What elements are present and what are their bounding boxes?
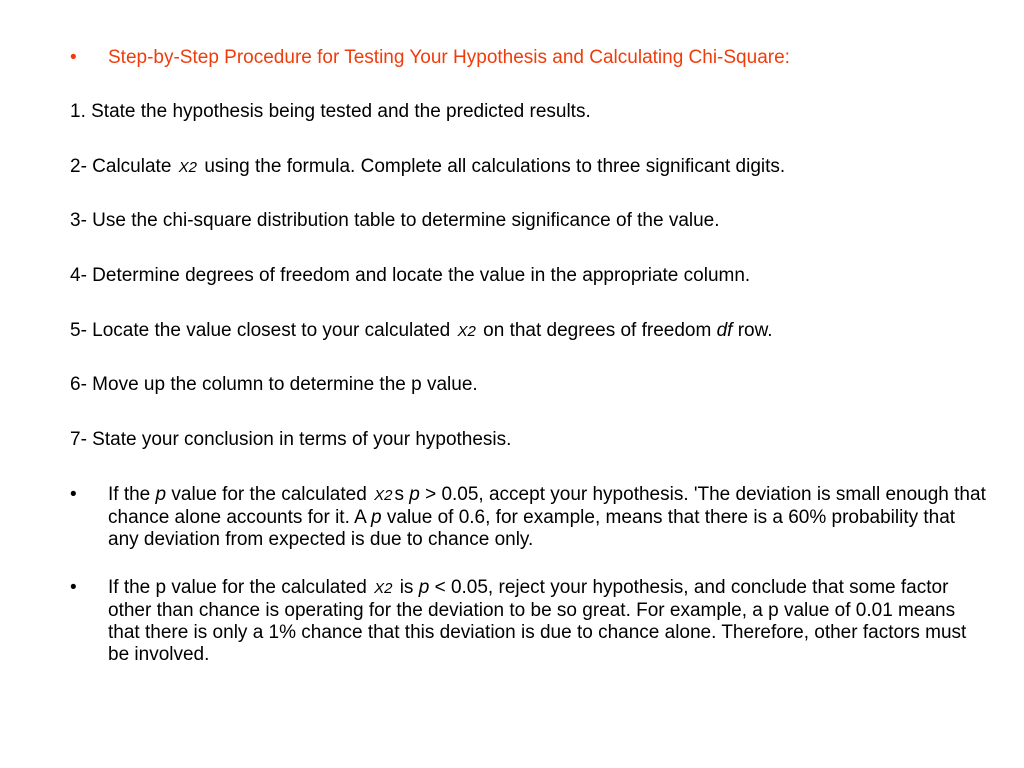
step-3: 3- Use the chi-square distribution table to determine significance of the value. bbox=[70, 210, 720, 231]
step-5-text-a: 5- Locate the value closest to your calculated bbox=[70, 320, 451, 341]
chi-square-symbol: X2 bbox=[374, 487, 393, 504]
step-2-text-b: using the formula. Complete all calculations to three significant digits. bbox=[204, 156, 786, 177]
bullet-text: > 0.05, accept your hypothesis. 'The deviation is small enough that chance alone accounts for it. A bbox=[108, 484, 986, 528]
step-2 bbox=[70, 156, 785, 179]
step-5-text-c: row. bbox=[737, 320, 773, 341]
p-symbol: p bbox=[371, 507, 382, 528]
bullet-text: value of 0.6, for example, means that there is a 60% probability that any deviation from expected is due to chance only. bbox=[108, 507, 956, 550]
step-5-text-b: on that degrees of freedom bbox=[483, 320, 712, 341]
p-symbol: p bbox=[155, 484, 167, 505]
chi-square-symbol: X2 bbox=[178, 159, 198, 176]
step-1: 1. State the hypothesis being tested and the predicted results. bbox=[70, 101, 591, 122]
bullet-text: If the p value for the calculated bbox=[108, 577, 367, 598]
chi-square-symbol: X2 bbox=[374, 580, 393, 597]
bullet-reject-text bbox=[108, 577, 990, 666]
bullet-text: is bbox=[399, 577, 414, 598]
step-6: 6- Move up the column to determine the p value. bbox=[70, 374, 478, 395]
bullet-reject bbox=[70, 577, 990, 666]
step-4: 4- Determine degrees of freedom and locate the value in the appropriate column. bbox=[70, 265, 751, 286]
bullet-dot: • bbox=[70, 577, 77, 598]
df-label: df bbox=[716, 320, 733, 341]
bullet-text: value for the calculated bbox=[171, 484, 367, 505]
chi-square-symbol: X2 bbox=[457, 323, 476, 340]
p-symbol: p bbox=[418, 577, 430, 598]
bullet-text: If the bbox=[108, 484, 151, 505]
bullet-accept-text bbox=[108, 484, 990, 551]
step-7: 7- State your conclusion in terms of your hypothesis. bbox=[70, 429, 512, 450]
p-symbol: p bbox=[409, 484, 420, 505]
bullet-text: s bbox=[394, 484, 404, 505]
step-2-text-a: 2- Calculate bbox=[70, 156, 172, 177]
bullet-text: < 0.05, reject your hypothesis, and conclude that some factor other than chance is operating for the deviation to be so great. For example, a p value of 0.01 means that there is only a 1% chance that this deviation is due to chance alone. Therefore, other factors must be involved. bbox=[108, 577, 967, 665]
bullet-dot: • bbox=[70, 484, 77, 505]
heading-text: Step-by-Step Procedure for Testing Your Hypothesis and Calculating Chi-Square: bbox=[108, 47, 790, 68]
bullet-accept bbox=[70, 484, 990, 551]
step-5 bbox=[70, 320, 773, 343]
heading-bullet: • bbox=[70, 47, 77, 68]
